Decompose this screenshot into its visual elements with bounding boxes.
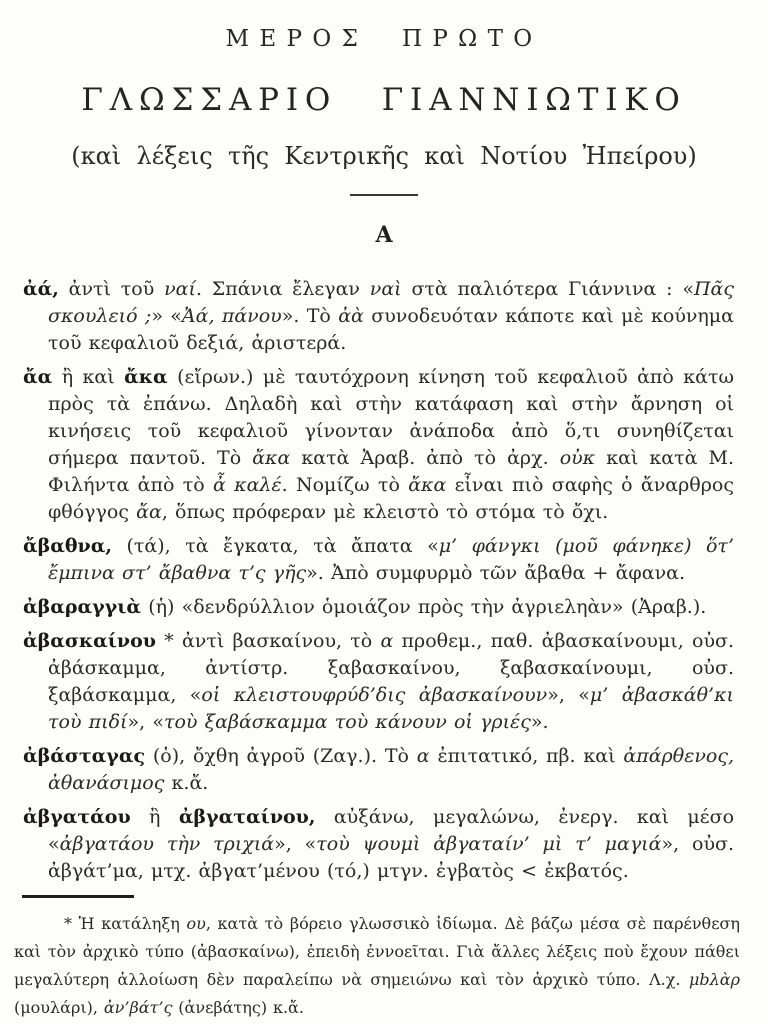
- subtitle: (καὶ λέξεις τῆς Κεντρικῆς καὶ Νοτίου Ἠπείρου): [71, 142, 697, 170]
- page-header: [0, 26, 768, 196]
- text-run: ἀντὶ τοῦ: [58, 278, 165, 300]
- glossary-entry-1: [23, 276, 734, 357]
- text-run: », «: [127, 711, 164, 733]
- title-divider: [350, 194, 418, 196]
- headword: ἄβαθνα,: [23, 535, 112, 557]
- headword: ἀβγατάου: [23, 806, 131, 828]
- text-run: * Ἡ κατάληξη: [64, 914, 187, 933]
- glossary-entry-3: [23, 533, 734, 587]
- text-run: ναὶ: [369, 278, 402, 300]
- text-run: (τά), τὰ ἔγκατα, τὰ ἄπατα «: [111, 535, 439, 557]
- text-run: ἢ καὶ: [52, 366, 125, 388]
- text-run: συνοδευόταν κάποτε καὶ μὲ κούνημα τοῦ κεφαλιοῦ δεξιά, ἀριστερά.: [48, 305, 734, 354]
- section-letter: Α: [375, 222, 393, 248]
- headword: ἀβαραγγιὰ: [23, 596, 142, 618]
- text-run: οὐκ: [559, 447, 596, 469]
- headword: ἀά,: [23, 278, 59, 300]
- glossary-entry-4: [23, 594, 734, 621]
- page-title: ΓΛΩΣΣΑΡΙΟ ΓΙΑΝΝΙΩΤΙΚΟ: [81, 82, 687, 118]
- text-run: α: [416, 745, 430, 767]
- text-run: α: [380, 630, 394, 652]
- footnote-text: [14, 910, 740, 1022]
- glossary-entry-6: [23, 743, 734, 797]
- text-run: (ὁ), ὄχθη ἀγροῦ (Ζαγ.). Τὸ: [145, 745, 417, 767]
- text-run: ἀπάρθενος, ἀθανάσιμος: [48, 745, 734, 794]
- text-run: ». Ἀπὸ συμφυρμὸ τῶν ἄβαθα + ἄφανα.: [306, 562, 685, 584]
- entry-list: [0, 276, 768, 885]
- text-run: », «: [547, 684, 590, 706]
- text-run: ἄα: [136, 501, 162, 523]
- text-run: », «: [274, 833, 317, 855]
- text-run: εἶναι πιὸ σαφὴς ὁ ἄναρθρος φθόγγος: [48, 474, 734, 523]
- glossary-entry-7: [23, 804, 734, 885]
- text-run: τοὺ ψουμὶ ἀβγαταίν’ μὶ τ’ μαγιά: [316, 833, 662, 855]
- text-run: (μουλάρι),: [14, 998, 104, 1017]
- headword: ἄκα: [124, 366, 168, 388]
- part-title: ΜΕΡΟΣ ΠΡΩΤΟ: [225, 26, 543, 52]
- text-run: μ’ φάνγκι (μοῦ φάνηκε) ὅτ’ ἔμπινα στ’ ἄβαθνα τ’ς γῆς: [48, 535, 734, 584]
- text-run: μ’ ἀβασκάθ’κι τοὺ πιδί: [48, 684, 734, 733]
- text-run: ἐπιτατικό, πβ. καὶ: [429, 745, 624, 767]
- text-run: αὐξάνω, μεγαλώνω, ἐνεργ. καὶ μέσο «: [48, 806, 735, 855]
- headword: ἀβάσταγας: [23, 745, 146, 767]
- text-run: * ἀντὶ βασκαίνου, τὸ: [155, 630, 381, 652]
- text-run: καὶ κατὰ Μ. Φιλήντα ἀπὸ τὸ: [48, 447, 734, 496]
- text-run: , ὅπως πρόφεραν μὲ κλειστὸ τὸ στόμα τὸ ὄχι.: [161, 501, 609, 523]
- text-run: στὰ παλιότερα Γιάννινα : «: [401, 278, 694, 300]
- text-run: κατὰ Ἀραβ. ἀπὸ τὸ ἀρχ.: [290, 447, 560, 469]
- text-run: Ἀά, πάνου: [181, 305, 282, 327]
- text-run: Πᾶς σκουλειό ;: [48, 278, 735, 327]
- text-run: (ἡ) «δενδρύλλιον ὁμοιάζον πρὸς τὴν ἀγριεληὰν» (Ἀραβ.).: [141, 596, 707, 618]
- text-run: , κατὰ τὸ βόρειο γλωσσικὸ ἰδίωμα. Δὲ βάζω μέσα σὲ παρένθεση καὶ τὸν ἀρχικὸ τύπο (ἀβασκαίνω), ἐπειδὴ ἐννοεῖται. Γιὰ ἄλλες λέξεις ποὺ ἔχουν πάθει μεγαλύτερη ἀλλοίωση δὲν παραλείπω νὰ σημειώνω καὶ τὸν ἀρχικὸ τύπο. Λ.χ.: [14, 914, 740, 989]
- headword: ἀβασκαίνου: [23, 630, 156, 652]
- text-run: ἀβγατάου τὴν τριχιά: [59, 833, 275, 855]
- text-run: » «: [151, 305, 182, 327]
- text-run: . Σπάνια ἔλεγαν: [195, 278, 370, 300]
- text-run: », οὐσ. ἀβγάτ’μα, μτχ. ἀβγατ’μένου (τό,) μτγν. ἐγβατὸς < ἐκβατός.: [48, 833, 735, 882]
- page-footer: [0, 895, 768, 1022]
- text-run: ναί: [164, 278, 196, 300]
- text-run: ἄκα: [408, 474, 447, 496]
- text-run: ». Τὸ: [281, 305, 339, 327]
- text-run: ἀὰ: [338, 305, 364, 327]
- text-run: (ἀνεβάτης) κ.ἄ.: [172, 998, 304, 1017]
- text-run: ἀν’βάτ’ς: [103, 998, 173, 1017]
- text-run: ».: [530, 711, 549, 733]
- text-run: οἱ κλειστουφρύδ’δις ἀβασκαίνουν: [201, 684, 548, 706]
- text-run: ἢ: [130, 806, 179, 828]
- text-run: ἆ καλέ: [212, 474, 282, 496]
- text-run: . Νομίζω τὸ: [281, 474, 409, 496]
- text-run: (εἴρων.) μὲ ταυτόχρονη κίνηση τοῦ κεφαλιοῦ ἀπὸ κάτω πρὸς τὰ ἐπάνω. Δηλαδὴ καὶ στὴν κατάφαση καὶ στὴν ἄρνηση οἱ κινήσεις τοῦ κεφαλιοῦ γίνονταν ἀνάποδα ἀπὸ ὅ,τι συνηθίζεται σήμερα παντοῦ. Τὸ: [48, 366, 734, 469]
- headword: ἄα: [23, 366, 53, 388]
- text-run: μbλὰρ: [689, 970, 740, 989]
- text-run: ἄκα: [252, 447, 291, 469]
- text-run: τοὺ ξαβάσκαμμα τοὺ κάνουν οἱ γριές: [163, 711, 531, 733]
- headword: ἀβγαταίνου,: [178, 806, 316, 828]
- glossary-entry-5: [23, 628, 734, 736]
- glossary-entry-2: [23, 364, 734, 526]
- text-run: κ.ἄ.: [164, 772, 209, 794]
- text-run: προθεμ., παθ. ἀβασκαίνουμι, οὐσ. ἀβάσκαμμα, ἀντίστρ. ξαβασκαίνου, ξαβασκαίνουμι, οὐσ. ξαβάσκαμμα, «: [48, 630, 735, 706]
- text-run: ου: [186, 914, 206, 933]
- footnote-divider: [22, 895, 134, 898]
